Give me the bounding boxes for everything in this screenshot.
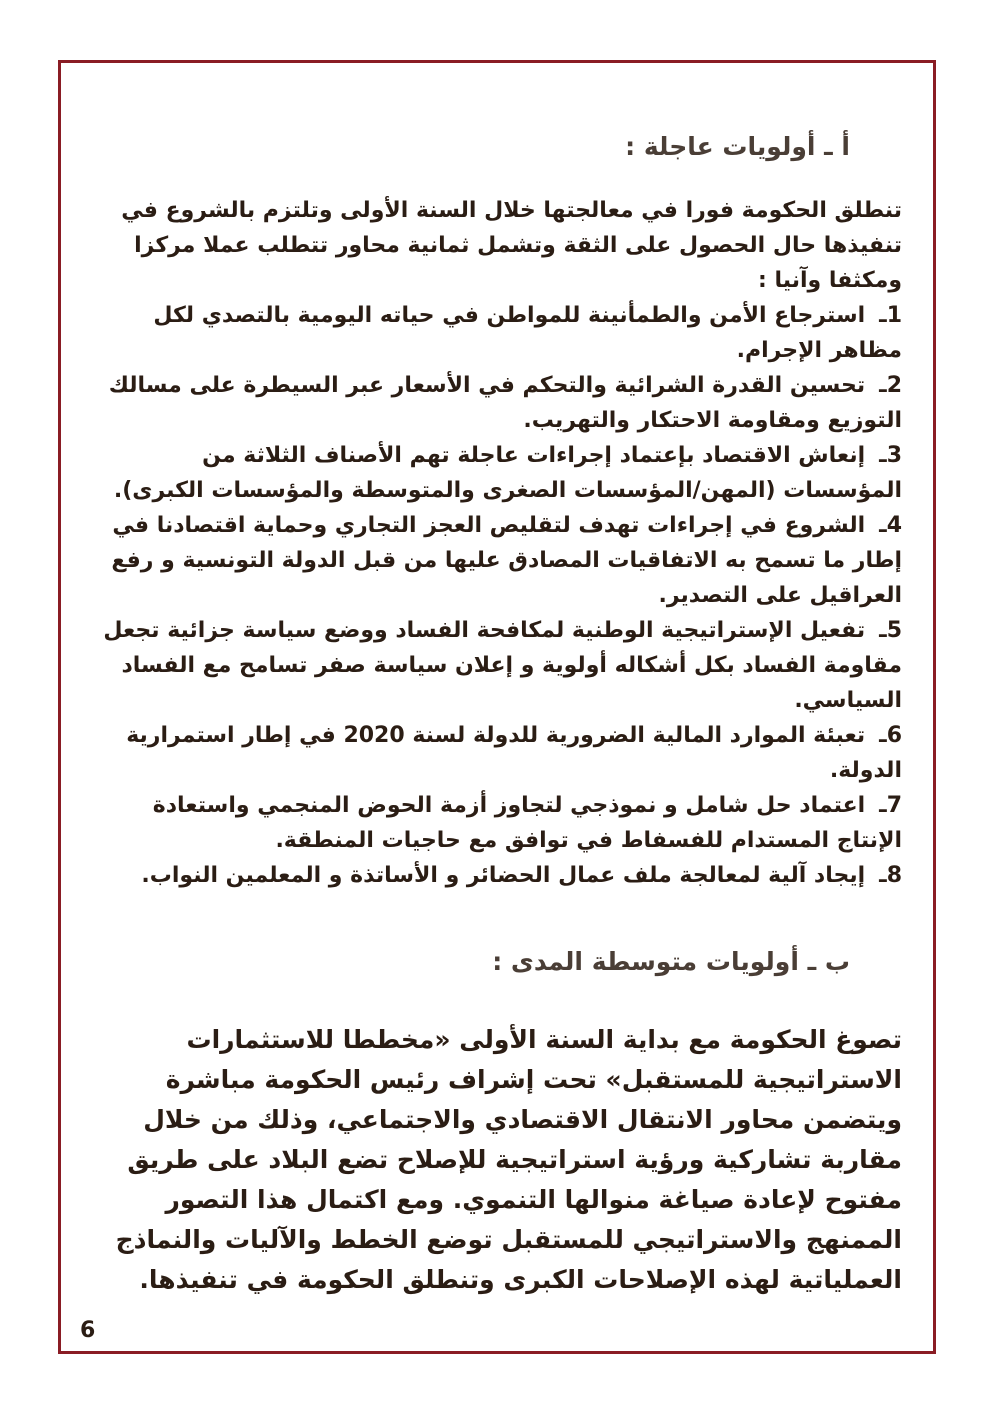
list-item	[98, 438, 902, 508]
item-text: اعتماد حل شامل و نموذجي لتجاوز أزمة الحوض المنجمي واستعادة الإنتاج المستدام للفسفاط في توافق مع حاجيات المنطقة.	[152, 793, 902, 853]
item-text: تحسين القدرة الشرائية والتحكم في الأسعار عبر السيطرة على مسالك التوزيع ومقاومة الاحتكار والتهريب.	[108, 373, 902, 433]
list-item	[98, 368, 902, 438]
item-number: 5ـ	[879, 618, 902, 643]
item-text: إنعاش الاقتصاد بإعتماد إجراءات عاجلة تهم الأصناف الثلاثة من المؤسسات (المهن/المؤسسات الصغرى والمتوسطة والمؤسسات الكبرى).	[113, 443, 902, 503]
list-item	[98, 718, 902, 788]
list-item	[98, 858, 902, 893]
document-body	[98, 118, 902, 1300]
list-item	[98, 298, 902, 368]
item-text: تعبئة الموارد المالية الضرورية للدولة لسنة 2020 في إطار استمرارية الدولة.	[126, 723, 902, 783]
item-number: 6ـ	[879, 723, 902, 748]
item-text: الشروع في إجراءات تهدف لتقليص العجز التجاري وحماية اقتصادنا في إطار ما تسمح به الاتفاقيات المصادق عليها من قبل الدولة التونسية و رفع العراقيل على التصدير.	[111, 513, 902, 608]
item-text: تفعيل الإستراتيجية الوطنية لمكافحة الفساد ووضع سياسة جزائية تجعل مقاومة الفساد بكل أشكاله أولوية و إعلان سياسة صفر تسامح مع الفساد السياسي.	[103, 618, 902, 713]
item-number: 2ـ	[879, 373, 902, 398]
page-number: 6	[80, 1318, 96, 1343]
item-number: 4ـ	[879, 513, 902, 538]
section-b-body: تصوغ الحكومة مع بداية السنة الأولى «مخططا للاستثمارات الاستراتيجية للمستقبل» تحت إشراف رئيس الحكومة مباشرة ويتضمن محاور الانتقال الاقتصادي والاجتماعي، وذلك من خلال مقاربة تشاركية ورؤية استراتيجية للإصلاح تضع البلاد على طريق مفتوح لإعادة صياغة منوالها التنموي. ومع اكتمال هذا التصور الممنهج والاستراتيجي للمستقبل توضع الخطط والآليات والنماذج العملياتية لهذه الإصلاحات الكبرى وتنطلق الحكومة في تنفيذها.	[115, 1025, 902, 1294]
list-item	[98, 613, 902, 718]
list-item	[98, 788, 902, 858]
list-item	[98, 508, 902, 613]
section-a-intro: تنطلق الحكومة فورا في معالجتها خلال السنة الأولى وتلتزم بالشروع في تنفيذها حال الحصول على الثقة وتشمل ثمانية محاور تتطلب عملا مركزا ومكثفا وآنيا :	[121, 198, 902, 293]
item-number: 7ـ	[879, 793, 902, 818]
item-text: استرجاع الأمن والطمأنينة للمواطن في حياته اليومية بالتصدي لكل مظاهر الإجرام.	[153, 303, 902, 363]
item-number: 3ـ	[879, 443, 902, 468]
section-a-heading: أ ـ أولويات عاجلة :	[625, 132, 850, 161]
item-number: 8ـ	[879, 863, 902, 888]
item-text: إيجاد آلية لمعالجة ملف عمال الحضائر و الأساتذة و المعلمين النواب.	[141, 863, 866, 888]
section-b-heading: ب ـ أولويات متوسطة المدى :	[492, 947, 850, 976]
priority-list	[98, 298, 902, 893]
item-number: 1ـ	[879, 303, 902, 328]
